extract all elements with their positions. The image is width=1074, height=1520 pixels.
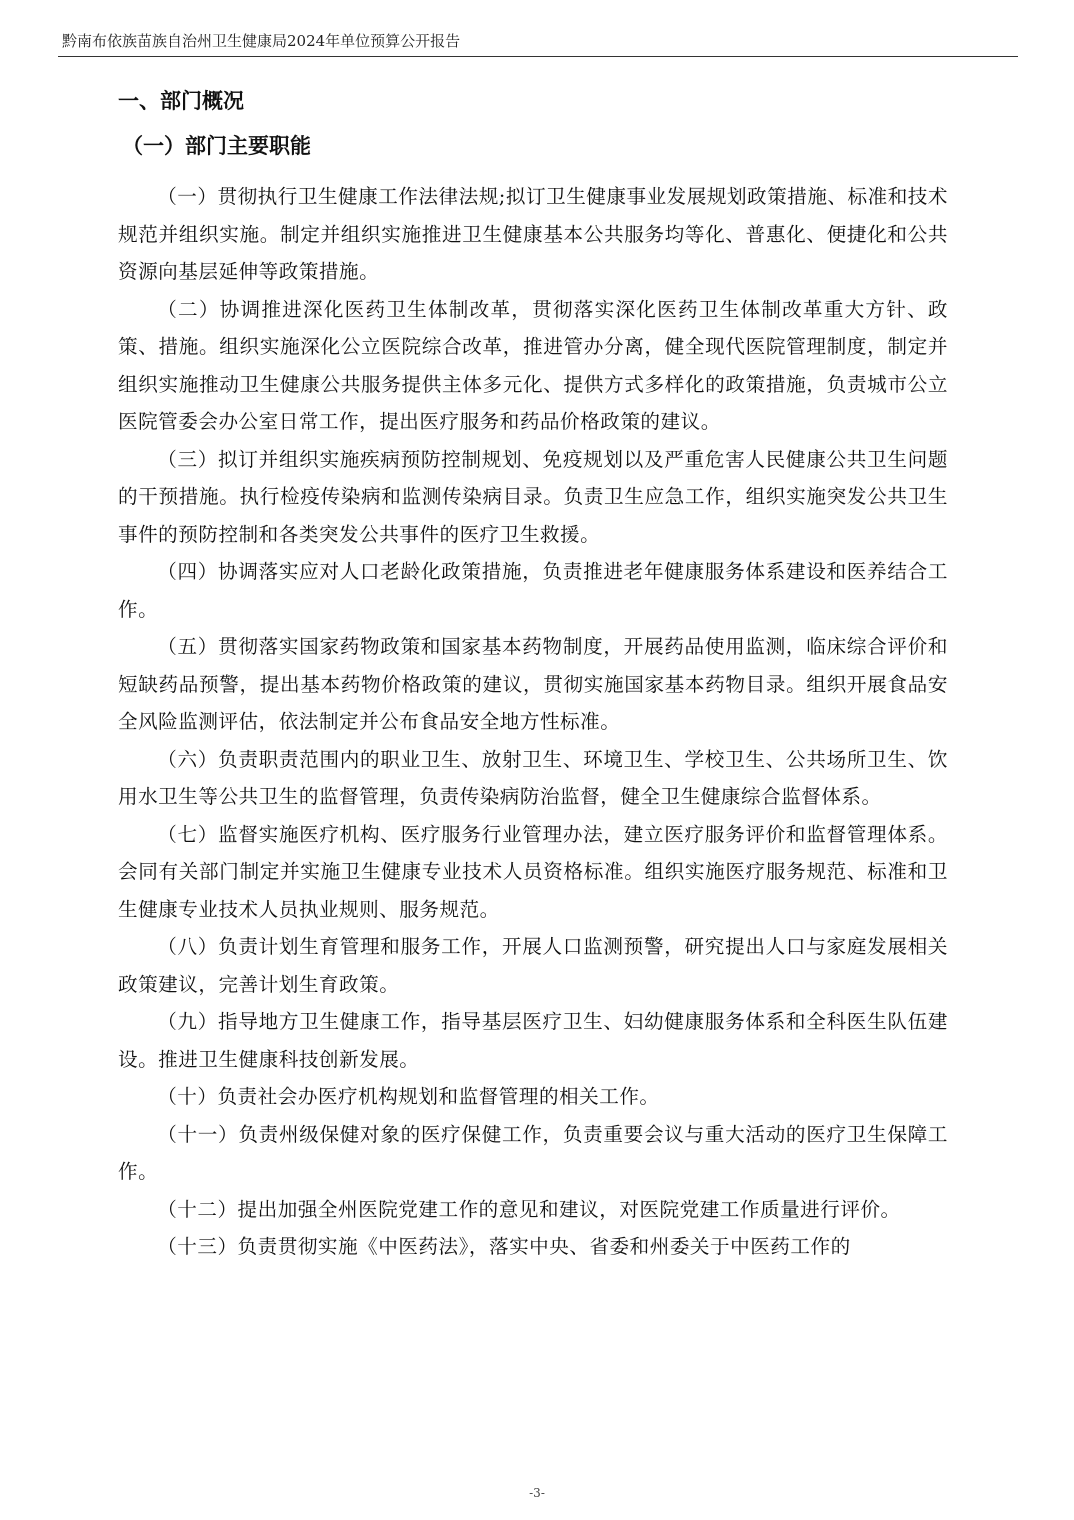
paragraph-12: （十二）提出加强全州医院党建工作的意见和建议，对医院党建工作质量进行评价。 [157,1197,901,1221]
paragraph-10: （十）负责社会办医疗机构规划和监督管理的相关工作。 [157,1085,660,1108]
paragraph-4: （四）协调落实应对人口老龄化政策措施，负责推进老年健康服务体系建设和医养结合工作。 [118,560,948,621]
paragraph-8: （八）负责计划生育管理和服务工作，开展人口监测预警，研究提出人口与家庭发展相关政策建议，完善计划生育政策。 [118,935,948,996]
page-number: -3- [529,1486,545,1500]
paragraph-9: （九）指导地方卫生健康工作，指导基层医疗卫生、妇幼健康服务体系和全科医生队伍建设。推进卫生健康科技创新发展。 [118,1010,948,1071]
header-divider [58,56,1018,57]
paragraph-3: （三）拟订并组织实施疾病预防控制规划、免疫规划以及严重危害人民健康公共卫生问题的干预措施。执行检疫传染病和监测传染病目录。负责卫生应急工作，组织实施突发公共卫生事件的预防控制和各类突发公共事件的医疗卫生救援。 [118,447,948,546]
paragraph-7: （七）监督实施医疗机构、医疗服务行业管理办法，建立医疗服务评价和监督管理体系。会同有关部门制定并实施卫生健康专业技术人员资格标准。组织实施医疗服务规范、标准和卫生健康专业技术人员执业规则、服务规范。 [118,822,948,921]
running-header: 黔南布依族苗族自治州卫生健康局2024年单位预算公开报告 [62,32,461,50]
paragraph-list [118,178,948,1266]
document-body [118,80,948,1266]
paragraph-1: （一）贯彻执行卫生健康工作法律法规;拟订卫生健康事业发展规划政策措施、标准和技术规范并组织实施。制定并组织实施推进卫生健康基本公共服务均等化、普惠化、便捷化和公共资源向基层延伸等政策措施。 [118,185,948,283]
section-title: 一、部门概况 [118,89,244,113]
paragraph-13: （十三）负责贯彻实施《中医药法》，落实中央、省委和州委关于中医药工作的 [157,1235,851,1258]
paragraph-11: （十一）负责州级保健对象的医疗保健工作，负责重要会议与重大活动的医疗卫生保障工作。 [118,1122,948,1183]
paragraph-6: （六）负责职责范围内的职业卫生、放射卫生、环境卫生、学校卫生、公共场所卫生、饮用水卫生等公共卫生的监督管理，负责传染病防治监督，健全卫生健康综合监督体系。 [118,747,948,808]
paragraph-2: （二）协调推进深化医药卫生体制改革，贯彻落实深化医药卫生体制改革重大方针、政策、措施。组织实施深化公立医院综合改革，推进管办分离，健全现代医院管理制度，制定并组织实施推动卫生健康公共服务提供主体多元化、提供方式多样化的政策措施，负责城市公立医院管委会办公室日常工作，提出医疗服务和药品价格政策的建议。 [118,297,948,433]
paragraph-5: （五）贯彻落实国家药物政策和国家基本药物制度，开展药品使用监测，临床综合评价和短缺药品预警，提出基本药物价格政策的建议，贯彻实施国家基本药物目录。组织开展食品安全风险监测评估，依法制定并公布食品安全地方性标准。 [118,635,948,733]
subsection-title: （一）部门主要职能 [122,134,311,158]
